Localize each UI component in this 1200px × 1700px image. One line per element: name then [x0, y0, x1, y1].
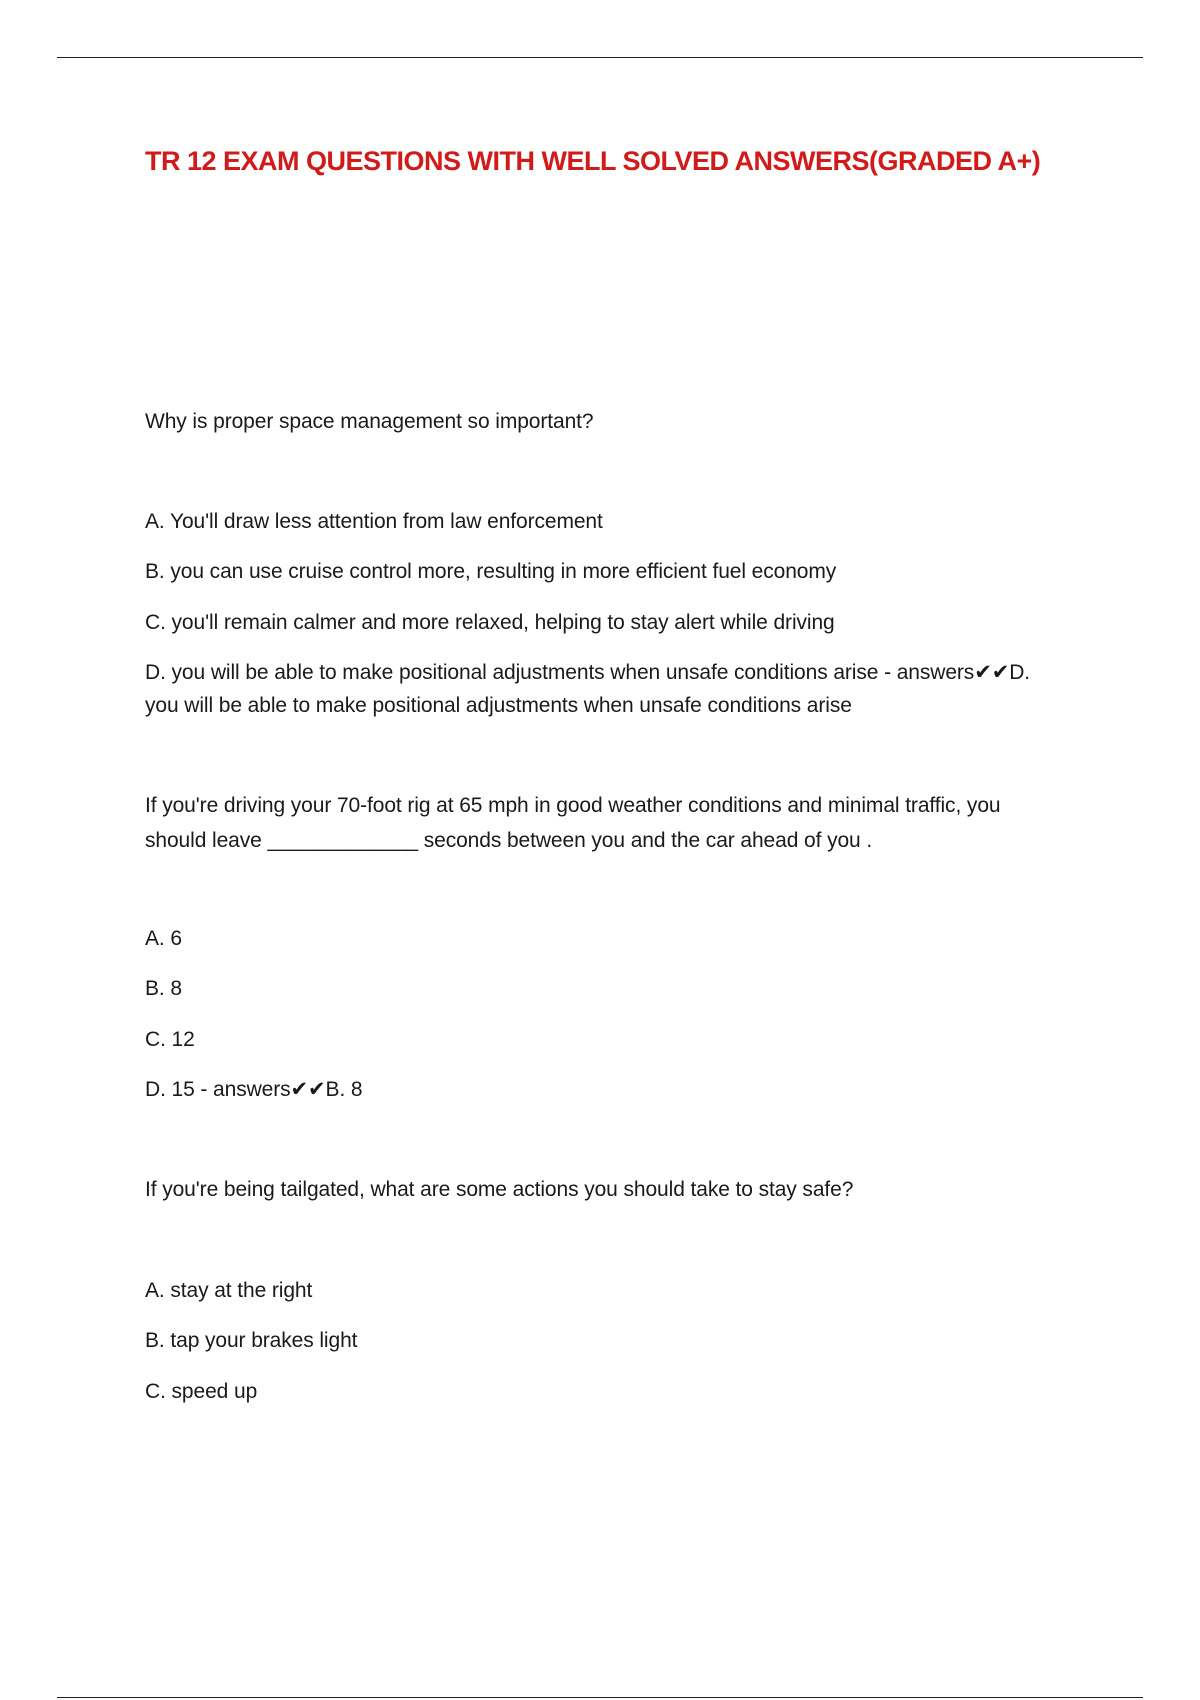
- question-3-text: If you're being tailgated, what are some actions you should take to stay safe?: [145, 1178, 854, 1201]
- question-1-option-d: D. you will be able to make positional adjustments when unsafe conditions arise - answers✔✔D.: [145, 661, 1030, 684]
- question-3-option-c: C. speed up: [145, 1380, 258, 1403]
- question-2-option-b: B. 8: [145, 977, 182, 1000]
- question-2-option-d: D. 15 - answers✔✔B. 8: [145, 1078, 363, 1101]
- question-2-option-a: A. 6: [145, 927, 182, 950]
- bottom-divider: [57, 1697, 1143, 1698]
- question-3-option-a: A. stay at the right: [145, 1279, 313, 1302]
- question-1-option-c: C. you'll remain calmer and more relaxed, helping to stay alert while driving: [145, 611, 835, 634]
- question-1-option-a: A. You'll draw less attention from law enforcement: [145, 510, 603, 533]
- question-1-answer-continuation: you will be able to make positional adjustments when unsafe conditions arise: [145, 694, 852, 717]
- question-2-option-c: C. 12: [145, 1028, 195, 1051]
- question-2-text-line-2: should leave _____________ seconds between you and the car ahead of you .: [145, 829, 873, 852]
- question-3-option-b: B. tap your brakes light: [145, 1329, 358, 1352]
- question-1-text: Why is proper space management so important?: [145, 410, 594, 433]
- question-2-text-line-1: If you're driving your 70-foot rig at 65 mph in good weather conditions and minimal traffic, you: [145, 794, 1001, 817]
- question-1-option-b: B. you can use cruise control more, resulting in more efficient fuel economy: [145, 560, 837, 583]
- document-title: TR 12 EXAM QUESTIONS WITH WELL SOLVED ANSWERS(GRADED A+): [145, 146, 1041, 176]
- top-divider: [57, 57, 1143, 58]
